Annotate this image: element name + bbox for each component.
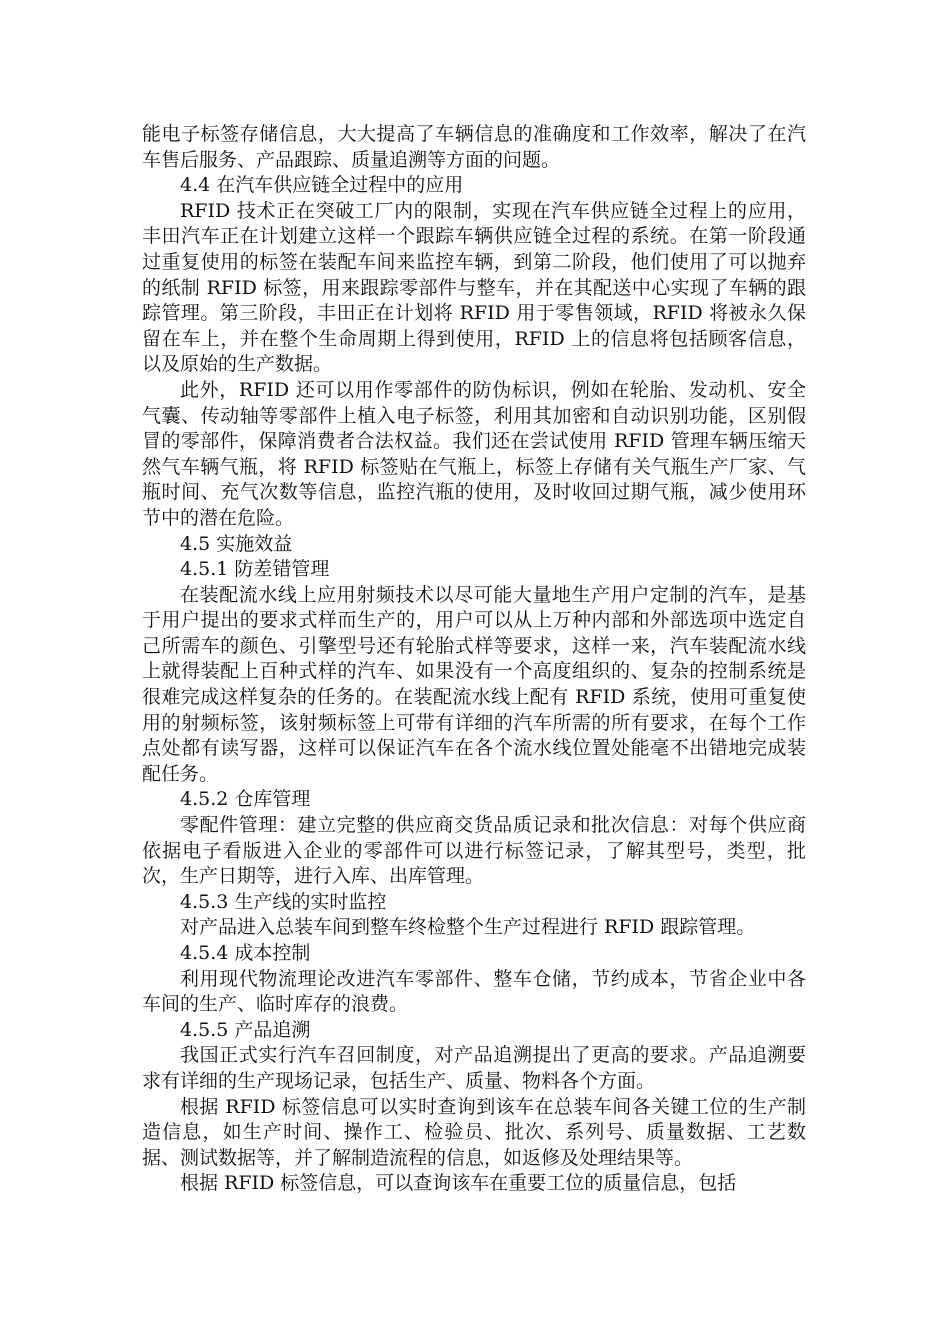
- section-heading-4-5-1: 4.5.1 防差错管理: [180, 558, 330, 581]
- section-heading-4-5-2: 4.5.2 仓库管理: [180, 788, 311, 811]
- paragraph-realtime-query: 根据 RFID 标签信息可以实时查询到该车在总装车间各关键工位的生产制造信息，如生产时间、操作工、检验员、批次、系列号、质量数据、工艺数据、测试数据等，并了解制造流程的信息，如返修及处理结果等。: [142, 1095, 806, 1169]
- paragraph-anti-counterfeit: 此外，RFID 还可以用作零部件的防伪标识，例如在轮胎、发动机、安全气囊、传动轴等零部件上植入电子标签，利用其加密和自动识别功能，区别假冒的零部件，保障消费者合法权益。我们还在尝试使用 RFID 管理车辆压缩天然气车辆气瓶，将 RFID 标签贴在气瓶上，标签上存储有关气瓶生产厂家、气瓶时间、充气次数等信息，监控汽瓶的使用，及时收回过期气瓶，减少使用环节中的潜在危险。: [142, 378, 806, 529]
- paragraph-quality-query: 根据 RFID 标签信息，可以查询该车在重要工位的质量信息，包括: [180, 1172, 737, 1195]
- section-heading-4-5: 4.5 实施效益: [180, 532, 293, 555]
- document-body: [142, 122, 806, 1197]
- paragraph-realtime-monitoring: 对产品进入总装车间到整车终检整个生产过程进行 RFID 跟踪管理。: [180, 916, 756, 939]
- section-heading-4-5-3: 4.5.3 生产线的实时监控: [180, 890, 387, 913]
- paragraph-warehouse: 零配件管理：建立完整的供应商交货品质记录和批次信息：对每个供应商依据电子看版进入企业的零部件可以进行标签记录，了解其型号，类型，批次，生产日期等，进行入库、出库管理。: [142, 814, 806, 888]
- paragraph-cost-control: 利用现代物流理论改进汽车零部件、整车仓储，节约成本，节省企业中各车间的生产、临时库存的浪费。: [142, 967, 806, 1016]
- section-heading-4-5-5: 4.5.5 产品追溯: [180, 1018, 311, 1041]
- paragraph-recall: 我国正式实行汽车召回制度，对产品追溯提出了更高的要求。产品追溯要求有详细的生产现场记录，包括生产、质量、物料各个方面。: [142, 1044, 806, 1092]
- paragraph-supply-chain: RFID 技术正在突破工厂内的限制，实现在汽车供应链全过程上的应用，丰田汽车正在计划建立这样一个跟踪车辆供应链全过程的系统。在第一阶段通过重复使用的标签在装配车间来监控车辆，到第二阶段，他们使用了可以抛弃的纸制 RFID 标签，用来跟踪零部件与整车，并在其配送中心实现了车辆的跟踪管理。第三阶段，丰田正在计划将 RFID 用于零售领域，RFID 将被永久保留在车上，并在整个生命周期上得到使用，RFID 上的信息将包括顾客信息，以及原始的生产数据。: [142, 199, 806, 376]
- paragraph-continuation: 能电子标签存储信息，大大提高了车辆信息的准确度和工作效率，解决了在汽车售后服务、产品跟踪、质量追溯等方面的问题。: [142, 123, 806, 171]
- paragraph-error-proofing: 在装配流水线上应用射频技术以尽可能大量地生产用户定制的汽车，是基于用户提出的要求式样而生产的，用户可以从上万种内部和外部选项中选定自己所需车的颜色、引擎型号还有轮胎式样等要求，这样一来，汽车装配流水线上就得装配上百种式样的汽车、如果没有一个高度组织的、复杂的控制系统是很难完成这样复杂的任务的。在装配流水线上配有 RFID 系统，使用可重复使用的射频标签，该射频标签上可带有详细的汽车所需的所有要求，在每个工作点处都有读写器，这样可以保证汽车在各个流水线位置处能毫不出错地完成装配任务。: [142, 583, 806, 785]
- section-heading-4-4: 4.4 在汽车供应链全过程中的应用: [180, 174, 464, 197]
- section-heading-4-5-4: 4.5.4 成本控制: [180, 942, 311, 964]
